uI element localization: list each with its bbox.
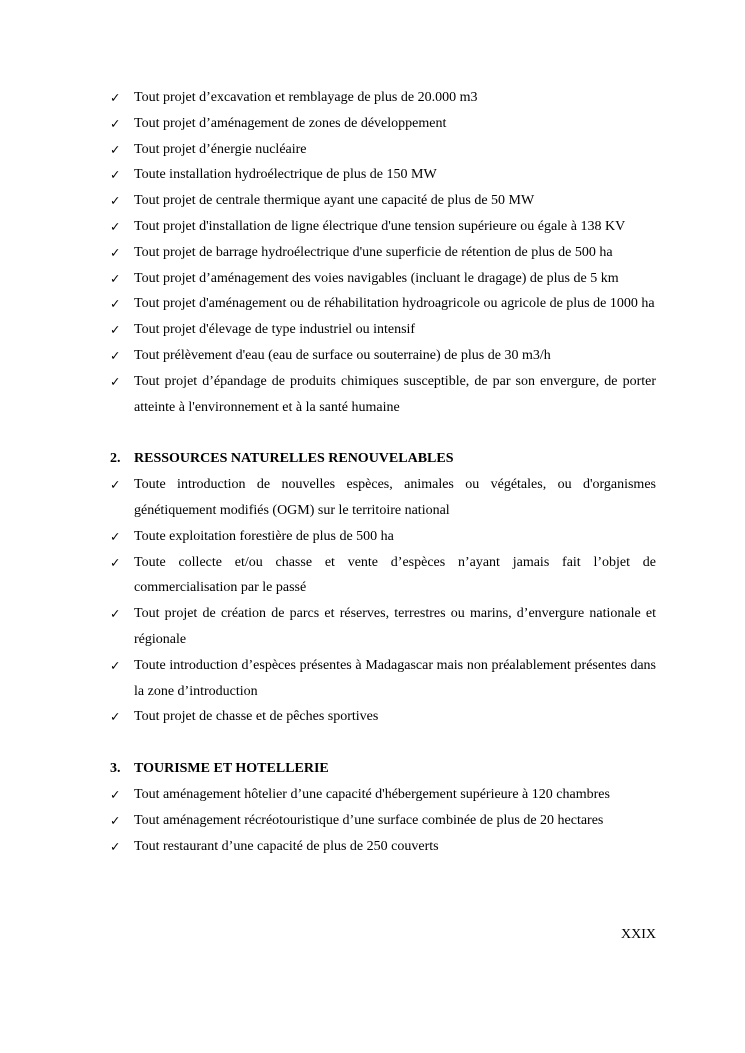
checkmark-icon: ✓ [110, 296, 121, 312]
list-item-text: Toute collecte et/ou chasse et vente d’espèces n’ayant jamais fait l’objet de commercialisation par le passé [134, 554, 656, 596]
checkmark-icon: ✓ [110, 347, 121, 363]
list-item [110, 601, 656, 653]
intro-list [110, 85, 656, 420]
list-item [110, 343, 656, 369]
list-item-text: Tout projet d'élevage de type industriel ou intensif [134, 322, 416, 338]
page-content [110, 85, 656, 859]
list-item [110, 834, 656, 860]
section-number: 3. [110, 761, 121, 777]
section-spacer [110, 420, 656, 446]
list-item-text: Tout projet d’aménagement des voies navigables (incluant le dragage) de plus de 5 km [134, 270, 619, 286]
list-item [110, 137, 656, 163]
checkmark-icon: ✓ [110, 244, 121, 260]
section3-list [110, 782, 656, 859]
list-item-text: Tout prélèvement d'eau (eau de surface ou souterraine) de plus de 30 m3/h [134, 347, 551, 363]
list-item [110, 653, 656, 705]
list-item-text: Tout projet de chasse et de pêches sportives [134, 709, 379, 725]
checkmark-icon: ✓ [110, 270, 121, 286]
checkmark-icon: ✓ [110, 786, 121, 802]
page-number: XXIX [621, 927, 656, 942]
list-item-text: Tout projet d’épandage de produits chimiques susceptible, de par son envergure, de porter atteinte à l'environnement et à la santé humaine [134, 373, 656, 415]
section2-list [110, 472, 656, 730]
checkmark-icon: ✓ [110, 218, 121, 234]
list-item-text: Toute installation hydroélectrique de plus de 150 MW [134, 167, 437, 183]
list-item-text: Tout projet de création de parcs et réserves, terrestres ou marins, d’envergure nationale et régionale [134, 606, 656, 647]
list-item [110, 550, 656, 602]
list-item [110, 472, 656, 524]
checkmark-icon: ✓ [110, 322, 121, 338]
list-item [110, 524, 656, 550]
checkmark-icon: ✓ [110, 657, 121, 673]
section-spacer [110, 730, 656, 756]
section-heading [110, 756, 656, 782]
list-item-text: Tout restaurant d’une capacité de plus de 250 couverts [134, 838, 439, 854]
list-item [110, 317, 656, 343]
list-item [110, 808, 656, 834]
list-item [110, 240, 656, 266]
checkmark-icon: ✓ [110, 554, 121, 570]
list-item-text: Tout projet d'aménagement ou de réhabilitation hydroagricole ou agricole de plus de 1000 ha [134, 296, 655, 312]
section-heading [110, 446, 656, 472]
list-item [110, 291, 656, 317]
list-item [110, 782, 656, 808]
section-number: 2. [110, 451, 121, 467]
list-item-text: Tout projet de barrage hydroélectrique d'une superficie de rétention de plus de 500 ha [134, 244, 613, 260]
list-item [110, 162, 656, 188]
list-item [110, 85, 656, 111]
checkmark-icon: ✓ [110, 193, 121, 209]
list-item-text: Tout aménagement récréotouristique d’une surface combinée de plus de 20 hectares [134, 812, 604, 828]
list-item [110, 111, 656, 137]
checkmark-icon: ✓ [110, 373, 121, 389]
list-item-text: Tout projet d’excavation et remblayage de plus de 20.000 m3 [134, 90, 478, 105]
checkmark-icon: ✓ [110, 838, 121, 854]
checkmark-icon: ✓ [110, 115, 121, 131]
list-item-text: Tout projet d’aménagement de zones de développement [134, 115, 447, 131]
checkmark-icon: ✓ [110, 812, 121, 828]
checkmark-icon: ✓ [110, 606, 121, 622]
section-title: RESSOURCES NATURELLES RENOUVELABLES [134, 451, 454, 467]
checkmark-icon: ✓ [110, 528, 121, 544]
list-item [110, 704, 656, 730]
list-item [110, 214, 656, 240]
list-item-text: Tout projet d’énergie nucléaire [134, 141, 307, 157]
list-item-text: Toute introduction d’espèces présentes à Madagascar mais non préalablement présentes dans la zone d’introduction [134, 657, 656, 699]
list-item-text: Toute introduction de nouvelles espèces, animales ou végétales, ou d'organismes génétiquement modifiés (OGM) sur le territoire national [134, 477, 656, 518]
checkmark-icon: ✓ [110, 90, 121, 105]
checkmark-icon: ✓ [110, 167, 121, 183]
checkmark-icon: ✓ [110, 709, 121, 725]
checkmark-icon: ✓ [110, 141, 121, 157]
list-item-text: Tout projet de centrale thermique ayant une capacité de plus de 50 MW [134, 193, 535, 209]
list-item [110, 266, 656, 292]
section-title: TOURISME ET HOTELLERIE [134, 761, 329, 777]
list-item-text: Tout projet d'installation de ligne électrique d'une tension supérieure ou égale à 138 KV [134, 218, 626, 234]
list-item-text: Tout aménagement hôtelier d’une capacité d'hébergement supérieure à 120 chambres [134, 786, 610, 802]
list-item [110, 188, 656, 214]
checkmark-icon: ✓ [110, 477, 121, 493]
list-item [110, 369, 656, 421]
list-item-text: Toute exploitation forestière de plus de 500 ha [134, 528, 394, 544]
